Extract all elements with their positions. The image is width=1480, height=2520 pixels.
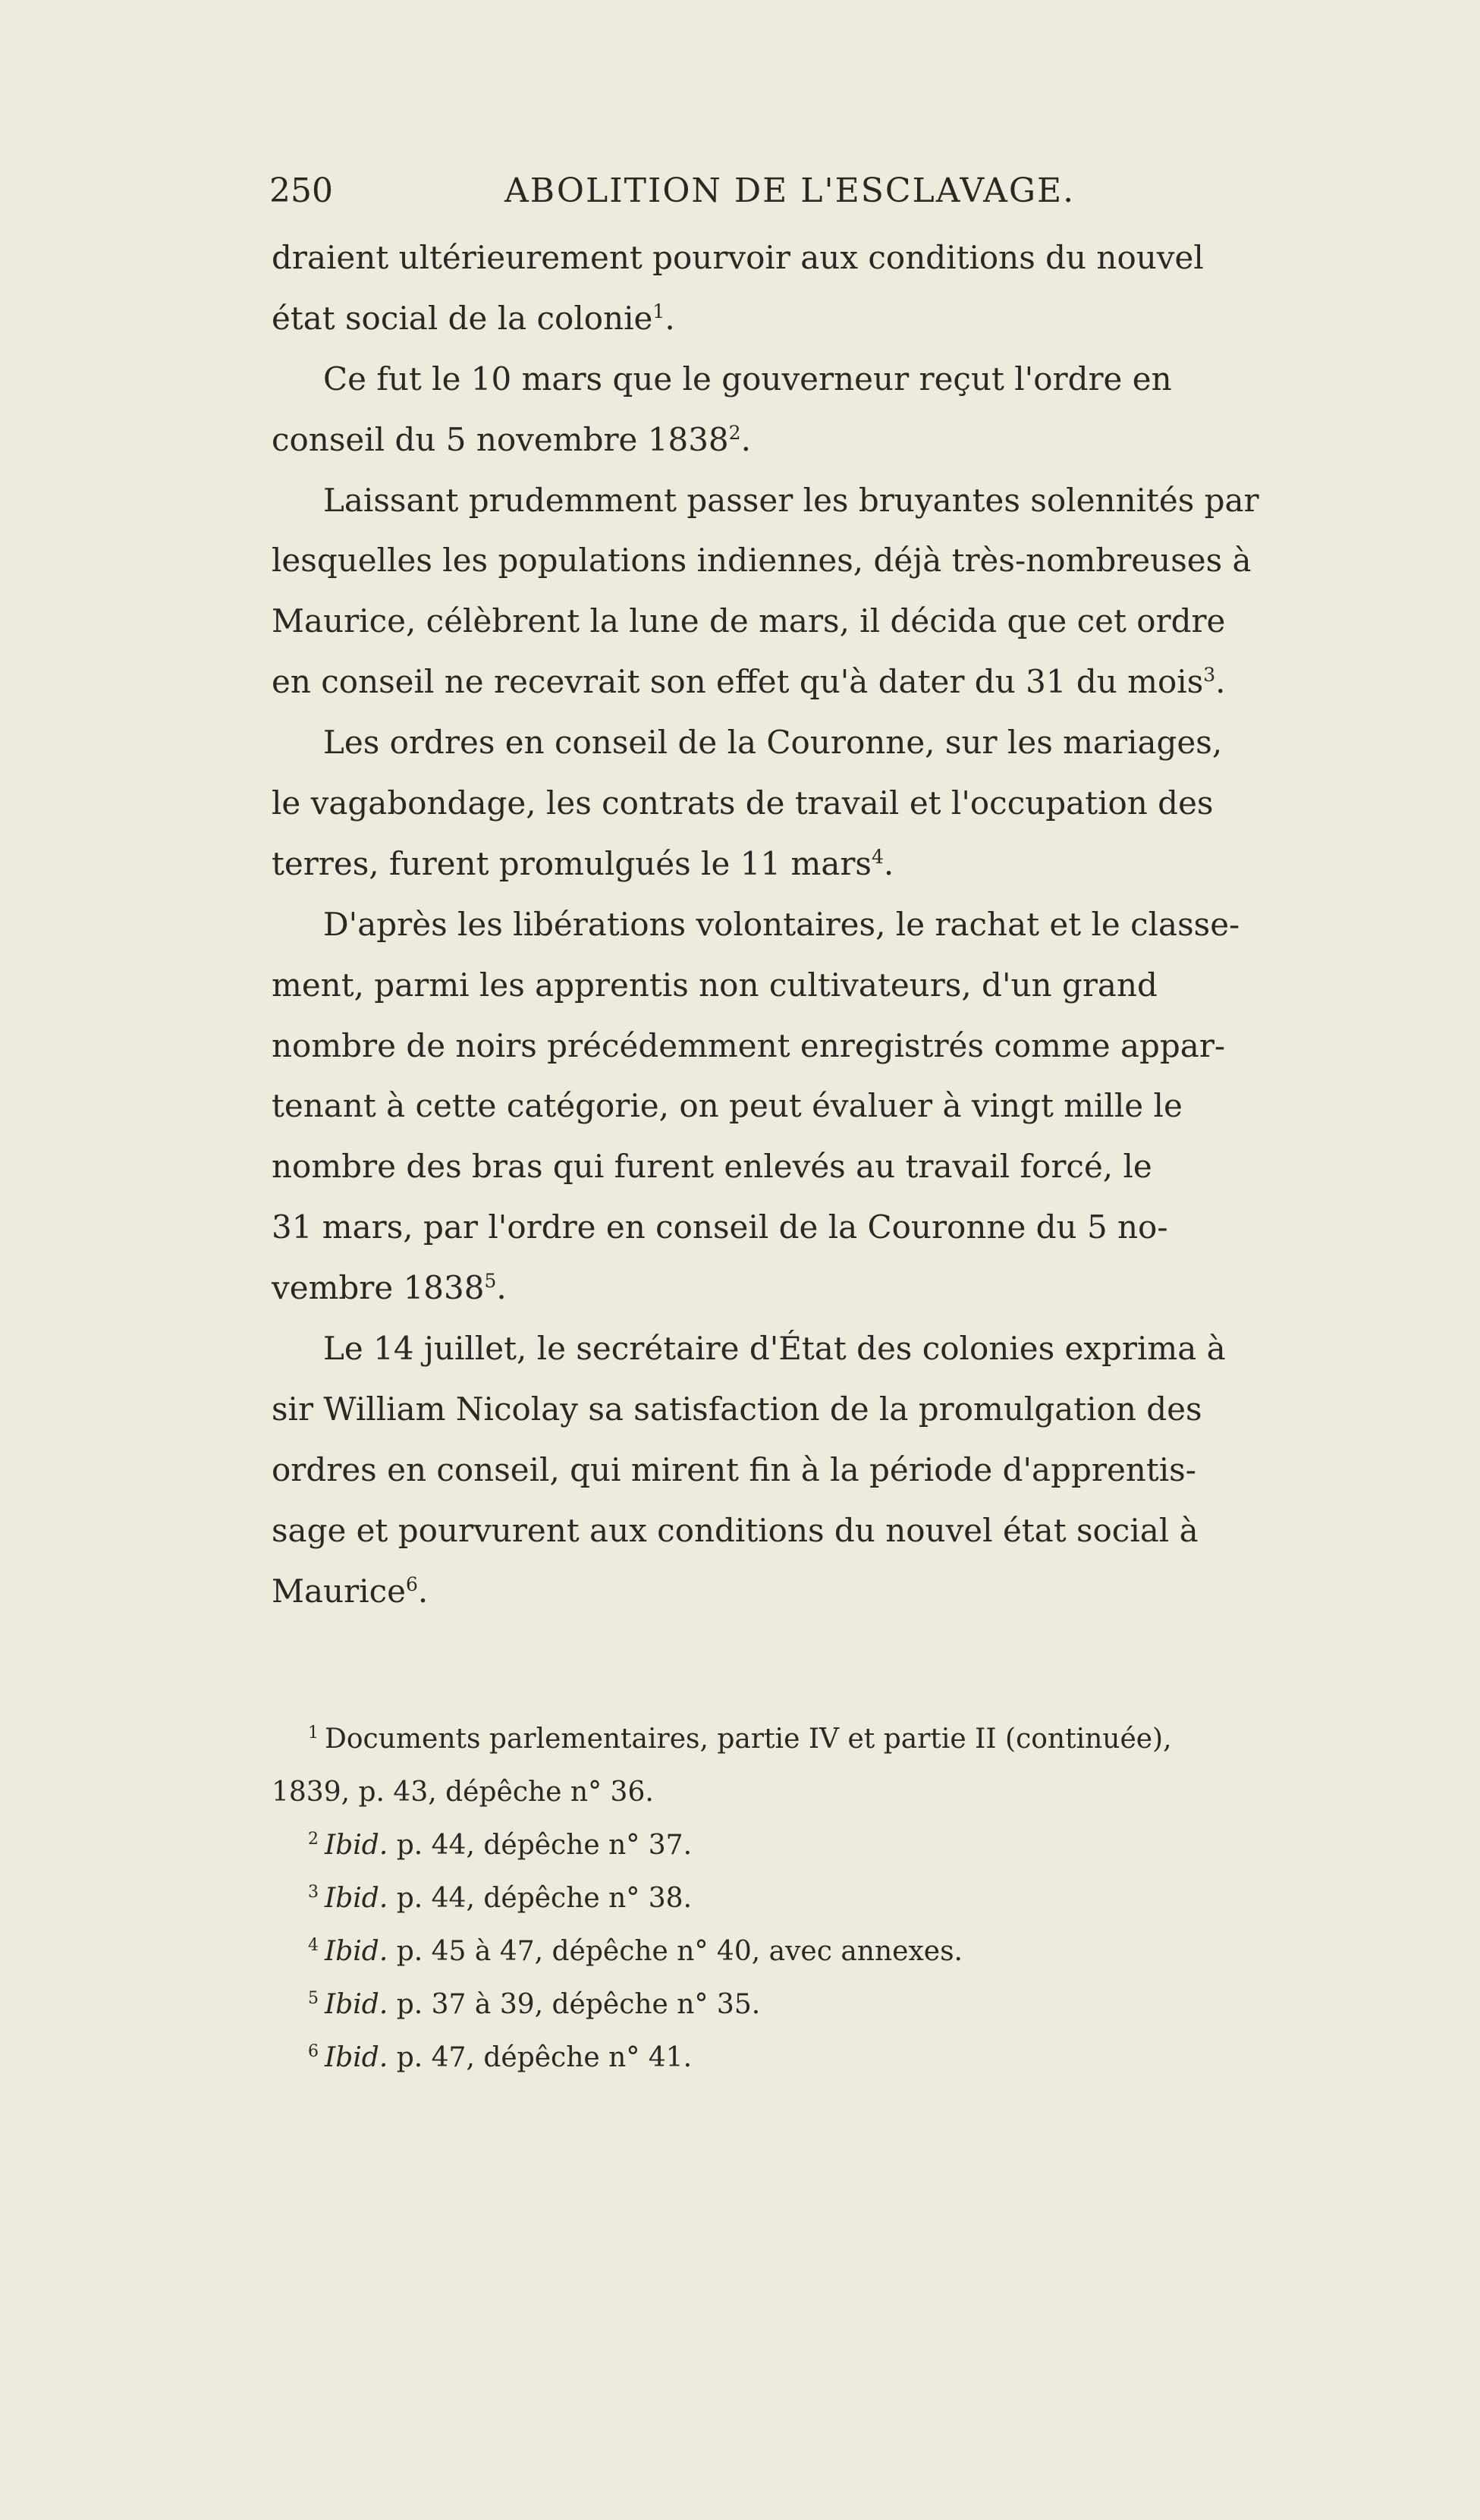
footnote-4 — [272, 1925, 1394, 1978]
footnote-1-continuation: 1839, p. 43, dépêche n° 36. — [272, 1777, 654, 1808]
text-line: ordres en conseil, qui mirent fin à la période d'apprentis- — [272, 1450, 1196, 1488]
footnote-text: p. 44, dépêche n° 37. — [388, 1830, 693, 1861]
text-line: Maurice$^6$. — [272, 1572, 429, 1610]
footnote-reference: 2 — [728, 421, 741, 444]
footnote-text: p. 47, dépêche n° 41. — [388, 2042, 693, 2073]
footnote-text: Documents parlementaires, partie IV et partie II (continuée), — [325, 1723, 1172, 1755]
footnote-marker: 4 — [308, 1936, 319, 1955]
text-line: lesquelles les populations indiennes, déjà très-nombreuses à — [272, 542, 1252, 580]
paragraph-start: Les ordres en conseil de la Couronne, sur les mariages, — [323, 724, 1223, 762]
page-number: 250 — [269, 171, 333, 210]
footnote-marker: 1 — [308, 1723, 319, 1742]
text-line: sir William Nicolay sa satisfaction de la promulgation des — [272, 1390, 1202, 1428]
footnote-3 — [272, 1872, 1394, 1925]
text-line: Maurice, célèbrent la lune de mars, il décida que cet ordre — [272, 602, 1226, 640]
ibid: Ibid. — [325, 1830, 388, 1861]
ibid: Ibid. — [325, 1936, 388, 1967]
body-text — [272, 228, 1394, 1621]
text-line: tenant à cette catégorie, on peut évaluer à vingt mille le — [272, 1087, 1183, 1125]
text-line: terres, furent promulgués le 11 mars$^4$. — [272, 844, 894, 882]
footnote-1 — [272, 1713, 1394, 1766]
footnote-reference: 1 — [652, 300, 665, 322]
footnote-marker: 3 — [308, 1883, 319, 1902]
footnotes — [272, 1713, 1394, 2085]
ibid: Ibid. — [325, 2042, 388, 2073]
text-line: draient ultérieurement pourvoir aux conditions du nouvel — [272, 239, 1204, 276]
text-line: le vagabondage, les contrats de travail et l'occupation des — [272, 784, 1214, 822]
running-title: ABOLITION DE L'ESCLAVAGE. — [504, 171, 1076, 210]
text-line: 31 mars, par l'ordre en conseil de la Couronne du 5 no- — [272, 1208, 1168, 1246]
footnote-reference: 5 — [484, 1270, 497, 1293]
text-line: en conseil ne recevrait son effet qu'à dater du 31 du mois$^3$. — [272, 663, 1226, 701]
paragraph-start: Le 14 juillet, le secrétaire d'État des colonies exprima à — [323, 1330, 1226, 1368]
text-line: nombre des bras qui furent enlevés au travail forcé, le — [272, 1148, 1152, 1186]
ibid: Ibid. — [325, 1989, 388, 2020]
paragraph-start: D'après les libérations volontaires, le rachat et le classe- — [323, 905, 1240, 943]
footnote-2 — [272, 1819, 1394, 1872]
footnote-text: p. 44, dépêche n° 38. — [388, 1883, 693, 1914]
text-line: état social de la colonie$^1$. — [272, 299, 675, 337]
text-line: ment, parmi les apprentis non cultivateurs, d'un grand — [272, 966, 1158, 1004]
paragraph-start: Ce fut le 10 mars que le gouverneur reçut l'ordre en — [323, 360, 1172, 397]
paragraph-start: Laissant prudemment passer les bruyantes solennités par — [323, 481, 1259, 519]
text-line: conseil du 5 novembre 1838$^2$. — [272, 420, 751, 458]
footnote-reference: 4 — [872, 845, 884, 868]
footnote-marker: 5 — [308, 1989, 319, 2008]
text-line: vembre 1838$^5$. — [272, 1269, 507, 1307]
text-line: sage et pourvurent aux conditions du nouvel état social à — [272, 1511, 1199, 1549]
page-header — [269, 168, 1157, 214]
text-line: nombre de noirs précédemment enregistrés comme appar- — [272, 1026, 1226, 1064]
ibid: Ibid. — [325, 1883, 388, 1914]
footnote-text: p. 37 à 39, dépêche n° 35. — [388, 1989, 761, 2020]
footnote-6 — [272, 2031, 1394, 2085]
footnote-marker: 2 — [308, 1830, 319, 1849]
footnote-marker: 6 — [308, 2042, 319, 2061]
footnote-5 — [272, 1978, 1394, 2031]
footnote-reference: 6 — [405, 1573, 418, 1595]
footnote-text: p. 45 à 47, dépêche n° 40, avec annexes. — [388, 1936, 963, 1967]
footnote-reference: 3 — [1203, 664, 1216, 687]
